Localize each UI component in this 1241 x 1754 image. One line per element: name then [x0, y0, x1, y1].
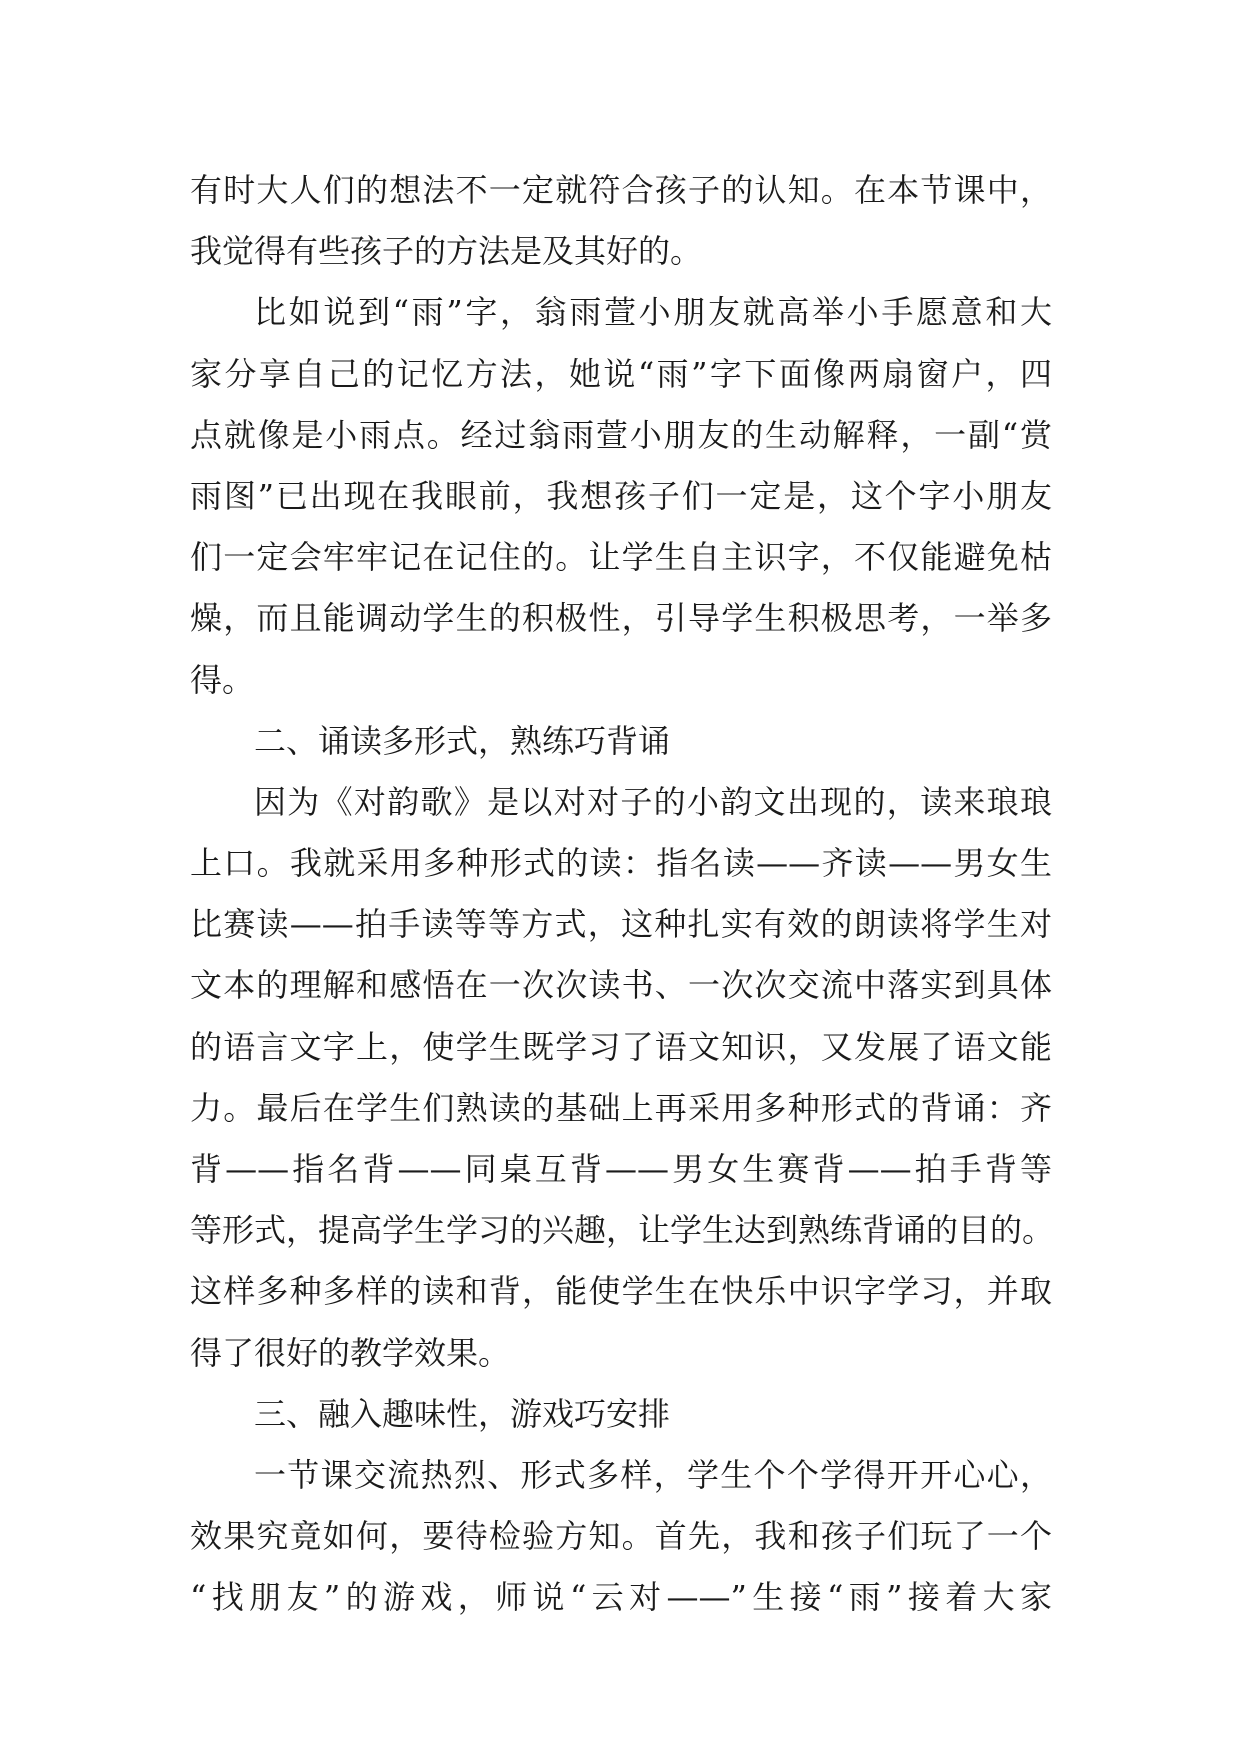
text-line: 等形式，提高学生学习的兴趣，让学生达到熟练背诵的目的。 [190, 1211, 1055, 1250]
text-line: 比赛读——拍手读等等方式，这种扎实有效的朗读将学生对 [190, 905, 1052, 944]
text-line: 背——指名背——同桌互背——男女生赛背——拍手背等 [190, 1150, 1052, 1188]
text-line: 们一定会牢牢记在记住的。让学生自主识字，不仅能避免枯 [190, 538, 1052, 577]
text-line: 比如说到“雨”字，翁雨萱小朋友就高举小手愿意和大 [254, 293, 1052, 332]
text-line: “找朋友”的游戏，师说“云对——”生接“雨”接着大家 [190, 1578, 1052, 1617]
text-line: 力。最后在学生们熟读的基础上再采用多种形式的背诵：齐 [190, 1088, 1052, 1127]
text-line: 燥，而且能调动学生的积极性，引导学生积极思考，一举多 [190, 599, 1052, 638]
text-line: 效果究竟如何，要待检验方知。首先，我和孩子们玩了一个 [190, 1517, 1052, 1556]
text-line: 我觉得有些孩子的方法是及其好的。 [190, 232, 703, 271]
text-line: 这样多种多样的读和背，能使学生在快乐中识字学习，并取 [190, 1272, 1052, 1311]
text-line: 家分享自己的记忆方法，她说“雨”字下面像两扇窗户，四 [190, 354, 1052, 393]
section-heading: 三、融入趣味性，游戏巧安排 [254, 1394, 671, 1433]
text-line: 上口。我就采用多种形式的读：指名读——齐读——男女生 [190, 844, 1052, 883]
text-line: 有时大人们的想法不一定就符合孩子的认知。在本节课中， [190, 171, 1052, 209]
document-body [190, 160, 1055, 1629]
text-line: 的语言文字上，使学生既学习了语文知识，又发展了语文能 [190, 1027, 1052, 1066]
text-line: 文本的理解和感悟在一次次读书、一次次交流中落实到具体 [190, 966, 1052, 1005]
text-line: 因为《对韵歌》是以对对子的小韵文出现的，读来琅琅 [254, 782, 1052, 821]
text-line: 点就像是小雨点。经过翁雨萱小朋友的生动解释，一副“赏 [190, 415, 1052, 454]
text-line: 得。 [190, 660, 255, 699]
text-line: 得了很好的教学效果。 [190, 1333, 511, 1372]
text-line: 一节课交流热烈、形式多样，学生个个学得开开心心， [254, 1455, 1052, 1494]
section-heading: 二、诵读多形式，熟练巧背诵 [254, 721, 671, 760]
text-line: 雨图”已出现在我眼前，我想孩子们一定是，这个字小朋友 [190, 476, 1052, 515]
